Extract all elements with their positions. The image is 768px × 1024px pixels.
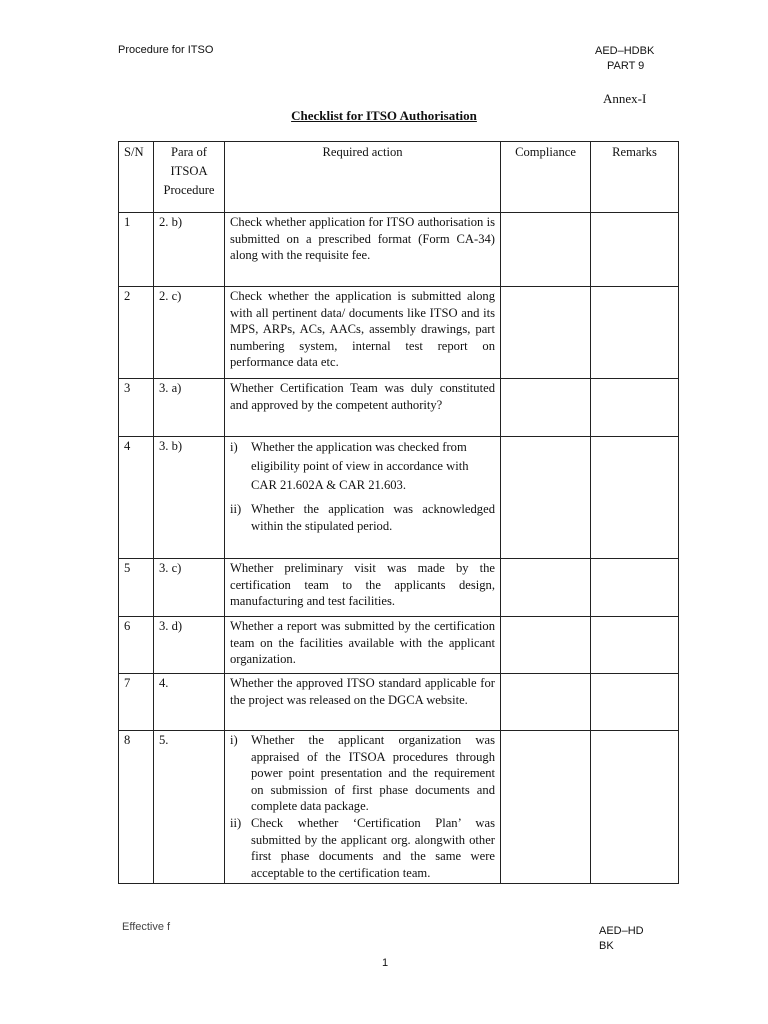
sub-item-number: ii) — [230, 502, 242, 516]
cell-action — [225, 437, 501, 559]
sub-item-text: Whether the application was checked from eligibility point of view in accordance with CAR 21.602A & CAR 21.603. — [251, 440, 469, 492]
doc-code: AED–HDBK — [595, 45, 655, 57]
doc-part: PART 9 — [607, 60, 645, 72]
cell-compliance — [501, 287, 591, 379]
action-sub-item — [230, 815, 495, 881]
cell-para: 2. b) — [154, 213, 225, 287]
cell-remarks — [591, 674, 679, 731]
cell-para: 3. d) — [154, 617, 225, 674]
cell-compliance — [501, 617, 591, 674]
checklist-table — [118, 141, 679, 884]
cell-compliance — [501, 731, 591, 884]
cell-sn: 8 — [119, 731, 154, 884]
table-row — [119, 731, 679, 884]
cell-sn: 6 — [119, 617, 154, 674]
cell-compliance — [501, 674, 591, 731]
sub-item-number: i) — [230, 440, 238, 454]
cell-compliance — [501, 559, 591, 617]
page-number: 1 — [382, 957, 389, 969]
cell-para: 2. c) — [154, 287, 225, 379]
running-header-doc-id — [595, 44, 665, 74]
cell-action: Whether a report was submitted by the certification team on the facilities available with the applicant organization. — [225, 617, 501, 674]
sub-item-text: Check whether ‘Certification Plan’ was submitted by the applicant org. alongwith other first phase documents and the same were acceptable to the certification team. — [251, 815, 495, 880]
table-row — [119, 617, 679, 674]
page-title: Checklist for ITSO Authorisation — [291, 108, 477, 123]
cell-para: 4. — [154, 674, 225, 731]
annex-label: Annex-I — [603, 91, 647, 106]
header-compliance: Compliance — [501, 142, 591, 213]
header-sn: S/N — [119, 142, 154, 213]
table-row — [119, 674, 679, 731]
cell-sn: 5 — [119, 559, 154, 617]
cell-para: 3. a) — [154, 379, 225, 437]
cell-compliance — [501, 379, 591, 437]
footer-doc-code-line1: AED–HD — [599, 925, 644, 937]
action-sub-item — [230, 501, 495, 534]
cell-remarks — [591, 731, 679, 884]
footer-effective-date: Effective f — [122, 921, 171, 933]
cell-para: 5. — [154, 731, 225, 884]
cell-remarks — [591, 437, 679, 559]
table-row — [119, 559, 679, 617]
sub-item-number: ii) — [230, 815, 242, 830]
table-row — [119, 287, 679, 379]
running-header-title: Procedure for ITSO — [118, 44, 214, 56]
sub-item-number: i) — [230, 733, 238, 747]
table-row — [119, 213, 679, 287]
cell-sn: 1 — [119, 213, 154, 287]
table-row — [119, 437, 679, 559]
header-remarks: Remarks — [591, 142, 679, 213]
cell-action: Whether Certification Team was duly constituted and approved by the competent authority? — [225, 379, 501, 437]
cell-action: Whether the approved ITSO standard applicable for the project was released on the DGCA website. — [225, 674, 501, 731]
sub-item-text: Whether the applicant organization was appraised of the ITSOA procedures through power point presentation and the requirement on submission of first phase documents and complete data package. — [251, 733, 495, 814]
table-row — [119, 379, 679, 437]
cell-sn: 2 — [119, 287, 154, 379]
cell-para: 3. b) — [154, 437, 225, 559]
action-sub-item — [230, 732, 495, 815]
cell-compliance — [501, 213, 591, 287]
cell-remarks — [591, 213, 679, 287]
action-sub-item — [230, 438, 495, 495]
footer-doc-id — [599, 924, 659, 952]
cell-action: Whether preliminary visit was made by the certification team to the applicants design, manufacturing and test facilities. — [225, 559, 501, 617]
cell-remarks — [591, 287, 679, 379]
cell-remarks — [591, 559, 679, 617]
cell-sn: 4 — [119, 437, 154, 559]
cell-remarks — [591, 379, 679, 437]
cell-remarks — [591, 617, 679, 674]
header-action: Required action — [225, 142, 501, 213]
table-header-row — [119, 142, 679, 213]
cell-action: Check whether the application is submitted along with all pertinent data/ documents like ITSO and its MPS, ARPs, ACs, AACs, assembly drawings, part numbering system, internal test report on performance data etc. — [225, 287, 501, 379]
sub-item-text: Whether the application was acknowledged within the stipulated period. — [251, 502, 495, 533]
footer-doc-code-line2: BK — [599, 940, 614, 952]
cell-sn: 7 — [119, 674, 154, 731]
cell-para: 3. c) — [154, 559, 225, 617]
header-para: Para of ITSOA Procedure — [154, 142, 225, 213]
cell-sn: 3 — [119, 379, 154, 437]
cell-action — [225, 731, 501, 884]
cell-action: Check whether application for ITSO authorisation is submitted on a prescribed format (Form CA-34) along with the requisite fee. — [225, 213, 501, 287]
cell-compliance — [501, 437, 591, 559]
